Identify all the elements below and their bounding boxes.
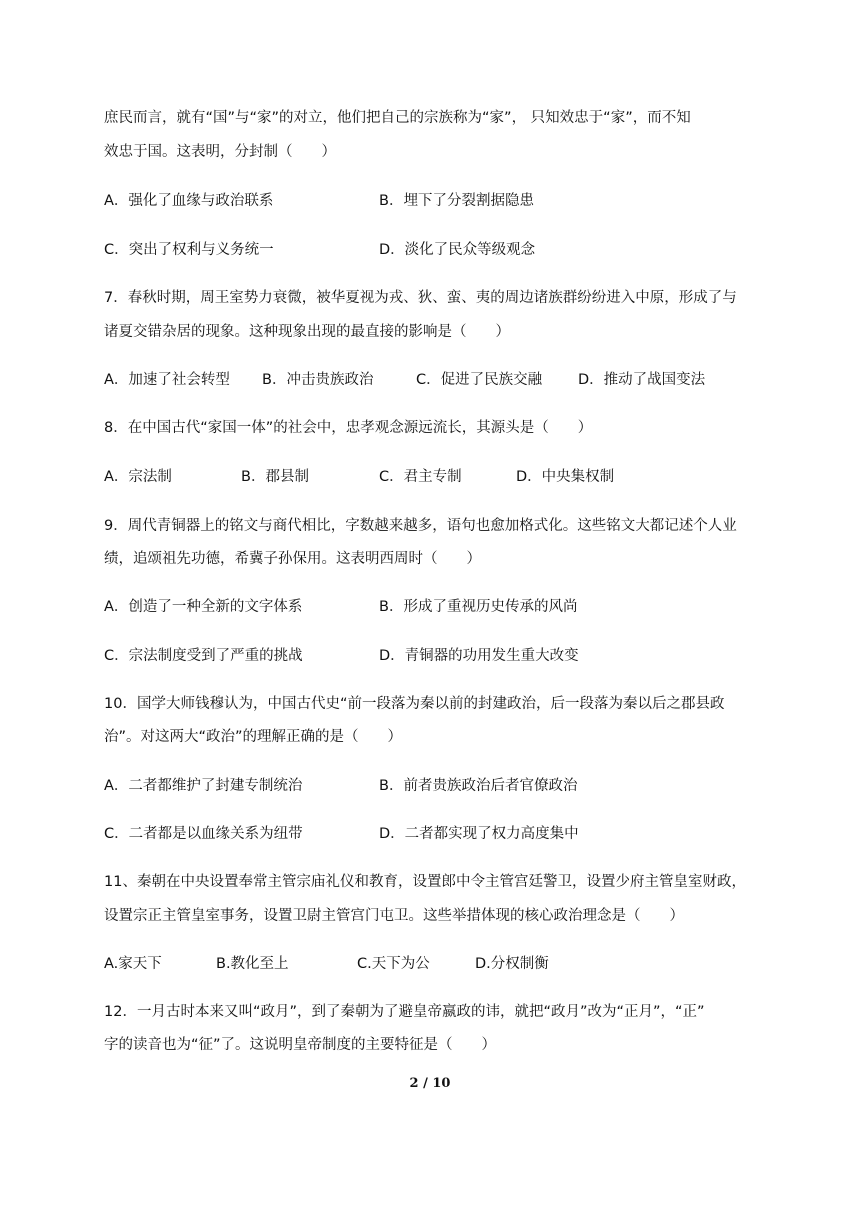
q7-option-b: B．冲击贵族政治: [262, 372, 374, 388]
q9-option-d: D．青铜器的功用发生重大改变: [379, 648, 579, 664]
q7-text-line1: 7．春秋时期，周王室势力衰微，被华夏视为戎、狄、蛮、夷的周边诸族群纷纷进入中原，形成了与: [104, 290, 737, 306]
q8-option-d: D．中央集权制: [516, 469, 615, 485]
q10-option-c: C．二者都是以血缘关系为纽带: [104, 826, 303, 842]
q6-option-b: B．埋下了分裂割据隐患: [379, 193, 534, 209]
q6-text-line2: 效忠于国。这表明，分封制（ ）: [104, 144, 336, 160]
q7-option-c: C．促进了民族交融: [416, 372, 543, 388]
page-number: 2 / 10: [409, 1076, 451, 1091]
q11-option-d: D.分权制衡: [475, 956, 549, 972]
q11-text-line2: 设置宗正主管皇室事务，设置卫尉主管宫门屯卫。这些举措体现的核心政治理念是（ ）: [104, 908, 684, 924]
q10-option-a: A．二者都维护了封建专制统治: [104, 778, 303, 794]
q10-text-line2: 治”。对这两大“政治”的理解正确的是（ ）: [104, 729, 403, 745]
q9-text-line1: 9．周代青铜器上的铭文与商代相比，字数越来越多，语句也愈加格式化。这些铭文大都记述个人业: [104, 518, 737, 534]
q10-text-line1: 10．国学大师钱穆认为，中国古代史“前一段落为秦以前的封建政治，后一段落为秦以后之郡县政: [104, 696, 725, 712]
q11-option-b: B.教化至上: [216, 956, 289, 972]
q6-option-d: D．淡化了民众等级观念: [379, 242, 536, 258]
q8-option-a: A．宗法制: [104, 469, 172, 485]
q6-option-c: C．突出了权利与义务统一: [104, 242, 274, 258]
q6-option-a: A．强化了血缘与政治联系: [104, 193, 274, 209]
q7-text-line2: 诸夏交错杂居的现象。这种现象出现的最直接的影响是（ ）: [104, 324, 510, 340]
q8-text-line1: 8．在中国古代“家国一体”的社会中，忠孝观念源远流长，其源头是（ ）: [104, 420, 593, 436]
q9-option-b: B．形成了重视历史传承的风尚: [379, 599, 578, 615]
q9-text-line2: 绩，追颂祖先功德，希冀子孙保用。这表明西周时（ ）: [104, 551, 481, 567]
q6-text-line1: 庶民而言，就有“国”与“家”的对立，他们把自己的宗族称为“家”， 只知效忠于“家”，而不知: [104, 110, 691, 126]
q11-text-line1: 11、秦朝在中央设置奉常主管宗庙礼仪和教育，设置郎中令主管宫廷警卫，设置少府主管皇室财政，: [104, 874, 746, 890]
q11-option-a: A.家天下: [104, 956, 162, 972]
q9-option-a: A．创造了一种全新的文字体系: [104, 599, 303, 615]
q11-option-c: C.天下为公: [357, 956, 430, 972]
q12-text-line2: 字的读音也为“征”了。这说明皇帝制度的主要特征是（ ）: [104, 1037, 497, 1053]
q8-option-c: C．君主专制: [379, 469, 462, 485]
q8-option-b: B．郡县制: [241, 469, 309, 485]
q12-text-line1: 12．一月古时本来又叫“政月”，到了秦朝为了避皇帝嬴政的讳，就把“政月”改为“正月”，“正”: [104, 1004, 705, 1020]
q9-option-c: C．宗法制度受到了严重的挑战: [104, 648, 303, 664]
q10-option-d: D．二者都实现了权力高度集中: [379, 826, 579, 842]
q7-option-d: D．推动了战国变法: [578, 372, 706, 388]
q10-option-b: B．前者贵族政治后者官僚政治: [379, 778, 578, 794]
q7-option-a: A．加速了社会转型: [104, 372, 230, 388]
